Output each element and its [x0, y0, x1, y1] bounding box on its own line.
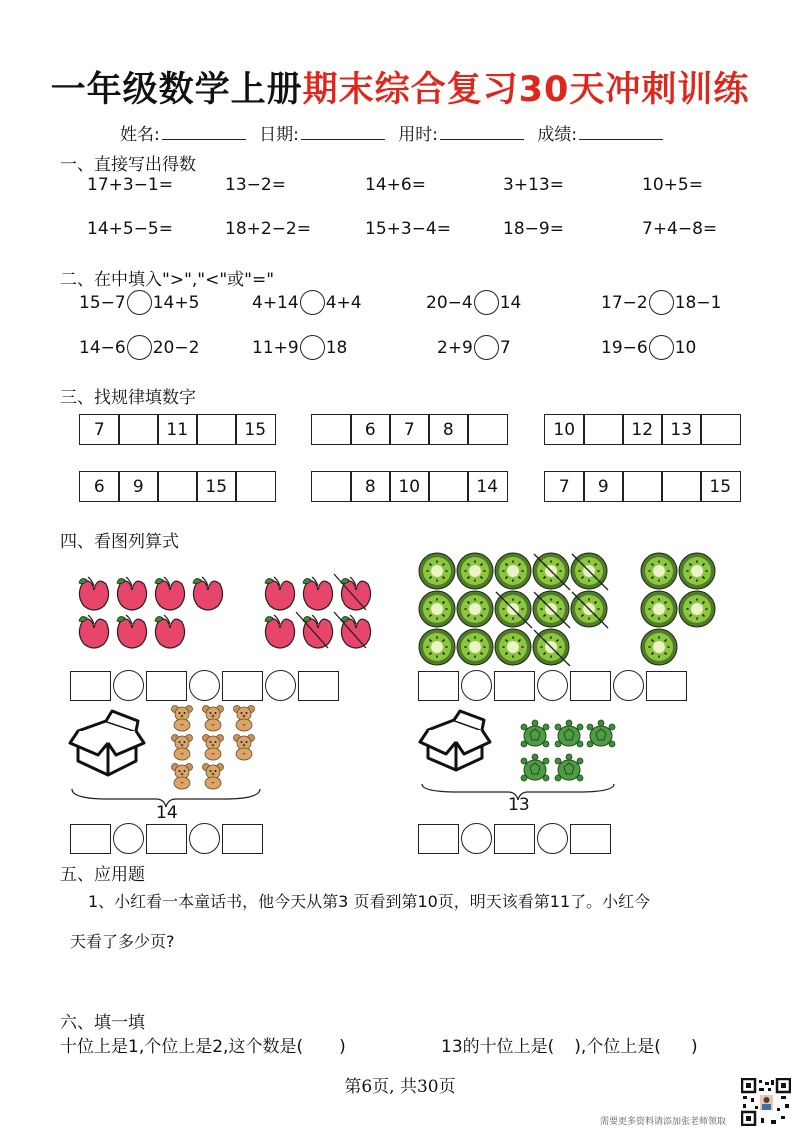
answer-box[interactable] [494, 671, 535, 701]
operator-circle[interactable] [113, 823, 144, 854]
operator-circle[interactable] [537, 823, 568, 854]
compare-left: 14−6 [79, 337, 126, 358]
bear-icon [234, 706, 255, 732]
kiwi-icon [495, 553, 531, 589]
compare-left: 11+9 [252, 337, 299, 358]
compare-item [601, 290, 721, 315]
answer-box[interactable] [222, 824, 263, 854]
answer-box[interactable] [146, 824, 187, 854]
kiwi-icon [679, 591, 715, 627]
sequence-blank-cell[interactable] [661, 471, 702, 502]
sequence-cell: 15 [700, 471, 741, 502]
page-title [0, 62, 800, 112]
box-icon [420, 711, 490, 770]
number-sequence [79, 414, 276, 445]
compare-circle[interactable] [649, 290, 674, 315]
compare-left: 2+9 [437, 337, 473, 358]
compare-right: 14+5 [152, 292, 200, 313]
kiwi-icon [641, 553, 677, 589]
sequence-blank-cell[interactable] [196, 414, 237, 445]
compare-right: 20−2 [152, 337, 200, 358]
section-1-heading: 一、直接写出得数 [60, 155, 196, 175]
operator-circle[interactable] [265, 670, 296, 701]
sequence-blank-cell[interactable] [235, 471, 276, 502]
sequence-cell: 6 [79, 471, 120, 502]
compare-left: 19−6 [601, 337, 648, 358]
expr-1-4: 3+13= [503, 175, 564, 195]
compare-circle[interactable] [300, 290, 325, 315]
kiwi-icon [419, 591, 455, 627]
score-blank[interactable] [579, 126, 663, 140]
expr-2-5: 7+4−8= [642, 219, 718, 239]
apple-icon [341, 577, 371, 610]
kiwi-icon [495, 629, 531, 665]
sequence-cell: 8 [350, 471, 391, 502]
compare-circle[interactable] [300, 335, 325, 360]
sequence-blank-cell[interactable] [428, 471, 469, 502]
apple-icon [341, 615, 371, 648]
apple-icon [79, 577, 109, 610]
section-4-heading: 四、看图列算式 [60, 532, 179, 552]
total-left-label: 14 [156, 803, 178, 823]
answer-box[interactable] [418, 671, 459, 701]
compare-item [437, 335, 511, 360]
fill-q2-close: ) [690, 1037, 698, 1057]
kiwi-icon [641, 591, 677, 627]
number-sequence [544, 414, 741, 445]
compare-circle[interactable] [127, 335, 152, 360]
answer-box[interactable] [222, 671, 263, 701]
bear-icon [203, 764, 224, 790]
expr-2-1: 14+5−5= [87, 219, 173, 239]
date-blank[interactable] [301, 126, 385, 140]
answer-row-apples [70, 670, 339, 701]
sequence-blank-cell[interactable] [622, 471, 663, 502]
bear-icon [203, 735, 224, 761]
compare-right: 18−1 [674, 292, 722, 313]
answer-box[interactable] [146, 671, 187, 701]
compare-left: 17−2 [601, 292, 648, 313]
operator-circle[interactable] [189, 823, 220, 854]
fill-q1-close: ) [339, 1037, 346, 1057]
kiwi-icon [457, 591, 493, 627]
problem-line-1: 1、小红看一本童话书，他今天从第3 页看到第10页，明天该看第11了。小红今 [88, 892, 651, 911]
number-sequence [311, 414, 508, 445]
qr-note: 需要更多资料请添加张老师领取 [600, 1117, 727, 1127]
sequence-cell: 13 [661, 414, 702, 445]
answer-row-kiwis [418, 670, 687, 701]
answer-row-bears [70, 823, 263, 854]
kiwi-icon [679, 553, 715, 589]
apples-picture [70, 570, 390, 650]
section-6-heading: 六、填一填 [60, 1013, 145, 1033]
compare-right: 10 [674, 337, 697, 358]
kiwi-icon [457, 629, 493, 665]
apple-icon [79, 615, 109, 648]
score-label: 成绩: [537, 125, 578, 145]
sequence-cell: 12 [622, 414, 663, 445]
sequence-cell: 8 [428, 414, 469, 445]
apple-icon [303, 577, 333, 610]
bear-icon [172, 764, 193, 790]
sequence-blank-cell[interactable] [700, 414, 741, 445]
compare-left: 20−4 [426, 292, 473, 313]
answer-box[interactable] [570, 671, 611, 701]
compare-item [252, 290, 362, 315]
fill-q1-text: 十位上是1,个位上是2,这个数是( [60, 1037, 304, 1057]
answer-box[interactable] [646, 671, 687, 701]
section-5-heading: 五、应用题 [60, 865, 145, 885]
compare-right: 4+4 [325, 292, 362, 313]
compare-left: 15−7 [79, 292, 126, 313]
expr-2-4: 18−9= [503, 219, 564, 239]
turtle-icon [555, 720, 583, 747]
compare-item [426, 290, 521, 315]
bear-icon [172, 735, 193, 761]
sequence-blank-cell[interactable] [583, 414, 624, 445]
kiwi-icon [457, 553, 493, 589]
kiwi-icon [419, 553, 455, 589]
sequence-blank-cell[interactable] [311, 414, 352, 445]
expr-1-1: 17+3−1= [87, 175, 173, 195]
kiwi-icon [419, 629, 455, 665]
expr-1-5: 10+5= [642, 175, 703, 195]
apple-icon [265, 615, 295, 648]
compare-circle[interactable] [649, 335, 674, 360]
sequence-blank-cell[interactable] [157, 471, 198, 502]
turtle-icon [587, 720, 615, 747]
compare-circle[interactable] [474, 290, 499, 315]
sequence-cell: 9 [118, 471, 159, 502]
time-blank[interactable] [440, 126, 524, 140]
answer-box[interactable] [570, 824, 611, 854]
title-part2: 期末综合复习30天冲刺训练 [302, 70, 750, 110]
sequence-blank-cell[interactable] [467, 414, 508, 445]
operator-circle[interactable] [613, 670, 644, 701]
compare-circle[interactable] [127, 290, 152, 315]
kiwi-icon [641, 629, 677, 665]
section-2-heading: 二、在中填入">","<"或"=" [60, 270, 275, 290]
answer-box[interactable] [494, 824, 535, 854]
sequence-blank-cell[interactable] [118, 414, 159, 445]
operator-circle[interactable] [189, 670, 220, 701]
compare-item [79, 290, 199, 315]
turtle-icon [521, 754, 549, 781]
sequence-cell: 9 [583, 471, 624, 502]
apple-icon [117, 615, 147, 648]
apple-icon [155, 615, 185, 648]
compare-circle[interactable] [474, 335, 499, 360]
number-sequence [79, 471, 276, 502]
compare-right: 7 [499, 337, 511, 358]
bear-icon [234, 735, 255, 761]
sequence-cell: 7 [389, 414, 430, 445]
compare-item [252, 335, 347, 360]
number-sequence [544, 471, 741, 502]
sequence-cell: 10 [389, 471, 430, 502]
sequence-cell: 11 [157, 414, 198, 445]
number-sequence [311, 471, 508, 502]
expr-1-3: 14+6= [365, 175, 426, 195]
qr-code-icon [741, 1078, 791, 1126]
compare-right: 18 [325, 337, 348, 358]
turtle-icon [555, 754, 583, 781]
kiwis-picture [418, 552, 728, 668]
operator-circle[interactable] [113, 670, 144, 701]
operator-circle[interactable] [461, 670, 492, 701]
fill-question-1 [60, 1032, 346, 1057]
sequence-cell: 10 [544, 414, 585, 445]
problem-line-2: 天看了多少页? [70, 932, 175, 951]
apple-icon [117, 577, 147, 610]
fill-question-2 [441, 1032, 698, 1057]
compare-item [601, 335, 696, 360]
apple-icon [193, 577, 223, 610]
answer-box[interactable] [298, 671, 339, 701]
sequence-cell: 6 [350, 414, 391, 445]
answer-box[interactable] [70, 671, 111, 701]
answer-box[interactable] [418, 824, 459, 854]
bear-icon [172, 706, 193, 732]
bear-icon [203, 706, 224, 732]
sequence-blank-cell[interactable] [311, 471, 352, 502]
fill-q2-mid: ),个位上是( [574, 1037, 661, 1057]
sequence-cell: 7 [544, 471, 585, 502]
section-3-heading: 三、找规律填数字 [60, 388, 196, 408]
title-part1: 一年级数学上册 [50, 70, 303, 110]
date-label: 日期: [259, 125, 299, 145]
page-footer: 第6页, 共30页 [344, 1077, 456, 1097]
name-blank[interactable] [162, 126, 246, 140]
compare-left: 4+14 [252, 292, 299, 313]
apple-icon [155, 577, 185, 610]
name-label: 姓名: [120, 125, 160, 145]
fill-q2-text: 13的十位上是( [441, 1037, 555, 1057]
apple-icon [303, 615, 333, 648]
expr-1-2: 13−2= [225, 175, 286, 195]
sequence-cell: 15 [196, 471, 237, 502]
time-label: 用时: [398, 125, 439, 145]
apple-icon [265, 577, 295, 610]
total-right-label: 13 [508, 795, 530, 815]
operator-circle[interactable] [461, 823, 492, 854]
compare-right: 14 [499, 292, 522, 313]
box-icon [70, 711, 144, 775]
box-turtles-picture [418, 708, 618, 808]
answer-row-turtles [418, 823, 611, 854]
turtle-icon [521, 720, 549, 747]
sequence-cell: 7 [79, 414, 120, 445]
answer-box[interactable] [70, 824, 111, 854]
expr-2-3: 15+3−4= [365, 219, 451, 239]
sequence-cell: 15 [235, 414, 276, 445]
expr-2-2: 18+2−2= [225, 219, 311, 239]
operator-circle[interactable] [537, 670, 568, 701]
student-info [120, 120, 671, 145]
sequence-cell: 14 [467, 471, 508, 502]
compare-item [79, 335, 199, 360]
